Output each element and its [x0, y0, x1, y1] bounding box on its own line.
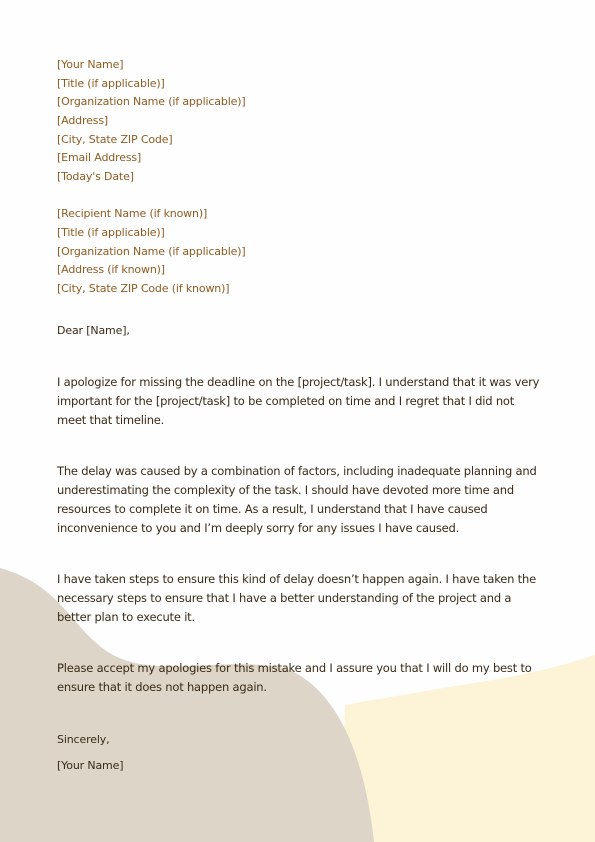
recipient-address: [Address (if known)] [57, 263, 165, 276]
recipient-title: [Title (if applicable)] [57, 226, 165, 239]
body-paragraph-2: The delay was caused by a combination of factors, including inadequate planning and underestimating the complexity of the task. I should have devoted more time and resources to complete it on time. As a result, I understand that I have caused inconvenience to you and I’m deeply sorry for any issues I have caused. [57, 464, 537, 535]
sender-address: [Address] [57, 114, 109, 127]
sender-email: [Email Address] [57, 151, 142, 164]
body-paragraph-1: I apologize for missing the deadline on the [project/task]. I understand that it was very important for the [project/task] to be completed on time and I regret that I did not meet that timeline. [57, 375, 540, 427]
body-paragraph-3: I have taken steps to ensure this kind of delay doesn’t happen again. I have taken the necessary steps to ensure that I have a better understanding of the project and a better plan to execute it. [57, 572, 536, 624]
closing: Sincerely, [57, 733, 110, 746]
letter-date: [Today's Date] [57, 170, 134, 183]
recipient-city-state-zip: [City, State ZIP Code (if known)] [57, 282, 230, 295]
body-paragraph-4: Please accept my apologies for this mistake and I assure you that I will do my best to ensure that it does not happen again. [57, 661, 532, 694]
sender-organization: [Organization Name (if applicable)] [57, 95, 246, 108]
sender-title: [Title (if applicable)] [57, 77, 165, 90]
sender-name: [Your Name] [57, 58, 124, 71]
recipient-name: [Recipient Name (if known)] [57, 207, 208, 220]
sender-city-state-zip: [City, State ZIP Code] [57, 133, 173, 146]
recipient-organization: [Organization Name (if applicable)] [57, 245, 246, 258]
salutation: Dear [Name], [57, 324, 130, 337]
signature-name: [Your Name] [57, 759, 124, 772]
